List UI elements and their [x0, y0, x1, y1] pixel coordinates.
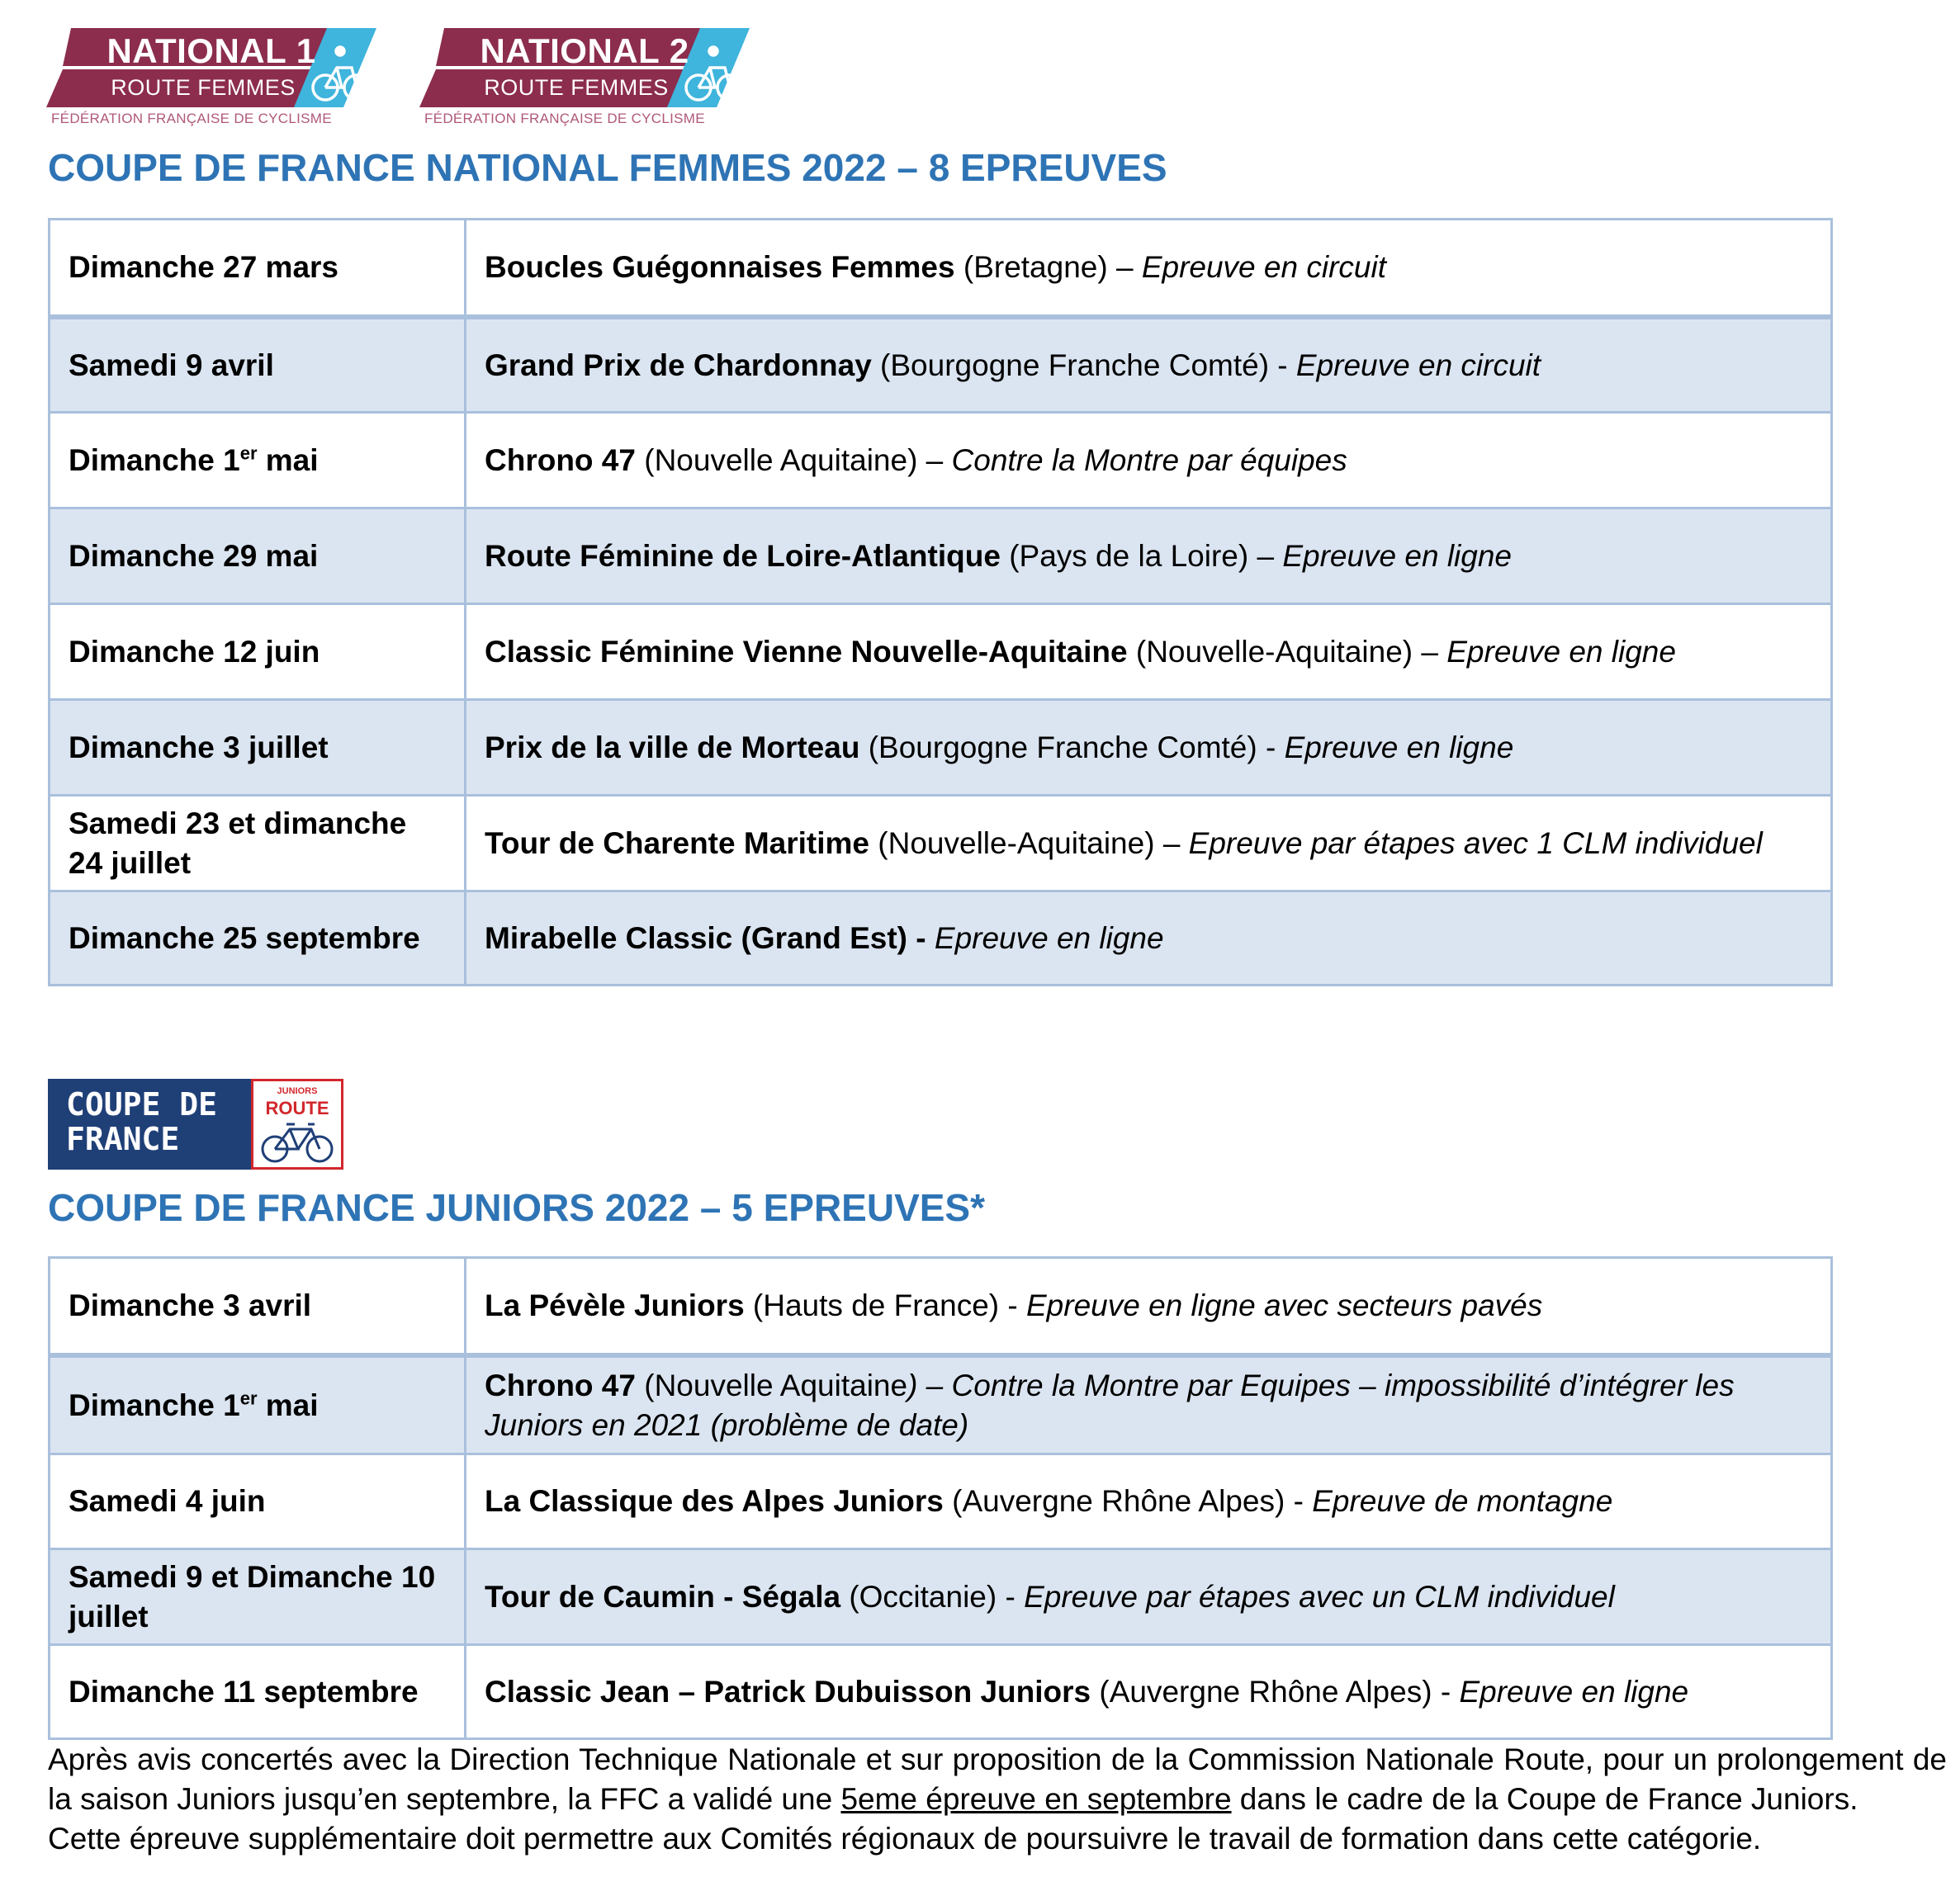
event-type: Epreuve en ligne — [934, 920, 1164, 955]
event-name: Grand Prix de Chardonnay — [485, 348, 872, 382]
national-1-logo — [46, 28, 393, 129]
table-row — [50, 1353, 1830, 1453]
event-date: Dimanche 3 juillet — [50, 701, 466, 794]
national-1-title: NATIONAL 1 — [107, 31, 316, 70]
table-row — [50, 220, 1830, 314]
event-name: Tour de Charente Maritime — [485, 825, 870, 860]
event-date: Dimanche 1er mai — [50, 1358, 466, 1453]
federation-label: FÉDÉRATION FRANÇAISE DE CYCLISME — [51, 111, 332, 126]
event-separator: - — [1277, 348, 1296, 382]
juniors-table — [48, 1256, 1833, 1740]
event-cell — [466, 1358, 1830, 1453]
event-region: (Nouvelle-Aquitaine) — [1127, 634, 1422, 669]
table-row — [50, 1548, 1830, 1643]
table-row — [50, 411, 1830, 507]
event-cell — [466, 220, 1830, 314]
event-region: (Nouvelle-Aquitaine) — [869, 825, 1163, 860]
event-cell — [466, 319, 1830, 411]
national-1-subtitle: ROUTE FEMMES — [111, 75, 296, 100]
event-name: Route Féminine de Loire-Atlantique — [485, 538, 1001, 573]
event-type: Epreuve en ligne avec secteurs pavés — [1026, 1288, 1543, 1322]
event-date: Samedi 23 et dimanche 24 juillet — [50, 797, 466, 890]
coupe-de-france-juniors-logo — [48, 1079, 343, 1170]
event-date: Samedi 9 avril — [50, 319, 466, 411]
event-region: (Pays de la Loire) — [1000, 538, 1257, 573]
coupe-de-france-text: COUPE DE FRANCE — [66, 1086, 218, 1157]
event-name: Tour de Caumin - Ségala — [485, 1579, 841, 1614]
juniors-footnote — [48, 1740, 1947, 1859]
event-separator: – — [1257, 538, 1283, 573]
event-cell — [466, 1455, 1830, 1548]
event-type: Epreuve en ligne — [1284, 730, 1514, 764]
footnote-paragraph-2: Cette épreuve supplémentaire doit permettre aux Comités régionaux de poursuivre le travail de formation dans cette catégorie. — [48, 1822, 1762, 1856]
event-cell — [466, 701, 1830, 794]
event-separator: - — [1265, 730, 1285, 764]
underlined-text: 5eme épreuve en septembre — [840, 1782, 1232, 1816]
bicycle-icon — [253, 1118, 341, 1167]
table-row — [50, 890, 1830, 984]
event-name: Chrono 47 — [485, 1368, 636, 1402]
table-row — [50, 314, 1830, 411]
event-type: Epreuve en ligne — [1446, 634, 1676, 669]
national-2-subtitle: ROUTE FEMMES — [484, 75, 669, 100]
national-2-logo — [419, 28, 766, 129]
event-date: Samedi 4 juin — [50, 1455, 466, 1548]
event-region: (Auvergne Rhône Alpes) — [943, 1484, 1294, 1518]
event-name: La Pévèle Juniors — [485, 1288, 745, 1322]
event-separator: - — [1293, 1484, 1313, 1518]
event-separator: – — [1115, 250, 1142, 284]
event-type: Epreuve par étapes avec 1 CLM individuel — [1188, 825, 1763, 860]
federation-label: FÉDÉRATION FRANÇAISE DE CYCLISME — [424, 111, 705, 126]
coupe-de-france-block — [48, 1079, 251, 1170]
route-label: ROUTE — [265, 1098, 329, 1118]
footnote-paragraph-1: Après avis concertés avec la Direction Technique Nationale et sur proposition de la Commission Nationale Route, pour un prolongement de la saison Juniors jusqu’en septembre, la FFC a validé une 5eme épreuve en septembre dans le cadre de la Coupe de France Juniors. — [48, 1742, 1947, 1816]
event-separator: – — [1421, 634, 1447, 669]
event-separator: – — [1162, 825, 1189, 860]
event-region: (Bourgogne Franche Comté) — [859, 730, 1266, 764]
event-name: Classic Féminine Vienne Nouvelle-Aquitaine — [485, 634, 1128, 669]
table-row — [50, 1259, 1830, 1353]
event-type: Epreuve en circuit — [1141, 250, 1386, 284]
event-name: Chrono 47 — [485, 442, 636, 477]
table-row — [50, 603, 1830, 698]
event-region: (Auvergne Rhône Alpes) — [1091, 1674, 1441, 1709]
event-date: Dimanche 1er mai — [50, 414, 466, 507]
event-type: Epreuve de montagne — [1312, 1484, 1613, 1518]
section-1-heading: COUPE DE FRANCE NATIONAL FEMMES 2022 – 8 EPREUVES — [48, 146, 1167, 189]
event-name: Classic Jean – Patrick Dubuisson Juniors — [485, 1674, 1091, 1709]
event-type: ) – Contre la Montre par Equipes – impossibilité d’intégrer les Juniors en 2021 (problème de date) — [485, 1368, 1735, 1442]
event-date: Dimanche 11 septembre — [50, 1646, 466, 1738]
event-name: La Classique des Alpes Juniors — [485, 1484, 944, 1518]
event-type: Epreuve en ligne — [1459, 1674, 1689, 1709]
event-region: (Bourgogne Franche Comté) — [871, 348, 1278, 382]
event-region: (Nouvelle Aquitaine — [635, 1368, 908, 1402]
event-date: Samedi 9 et Dimanche 10 juillet — [50, 1550, 466, 1643]
event-cell — [466, 1550, 1830, 1643]
table-row — [50, 794, 1830, 890]
event-cell — [466, 892, 1830, 984]
event-name: Mirabelle Classic (Grand Est) - — [485, 920, 926, 955]
event-date: Dimanche 3 avril — [50, 1259, 466, 1353]
event-region — [926, 921, 935, 955]
event-name: Boucles Guégonnaises Femmes — [485, 250, 955, 284]
event-region: (Hauts de France) — [744, 1288, 1008, 1322]
event-type: Epreuve en circuit — [1295, 348, 1541, 382]
event-cell — [466, 1646, 1830, 1738]
national-femmes-table — [48, 218, 1833, 986]
event-separator: - — [1007, 1288, 1026, 1322]
event-type: Contre la Montre par équipes — [951, 442, 1347, 477]
table-row — [50, 1453, 1830, 1548]
table-row — [50, 698, 1830, 794]
event-separator: - — [1005, 1579, 1025, 1614]
table-row — [50, 1643, 1830, 1738]
national-2-title: NATIONAL 2 — [480, 31, 689, 70]
event-cell — [466, 1259, 1830, 1353]
table-row — [50, 507, 1830, 603]
event-region: (Nouvelle Aquitaine) — [635, 442, 926, 477]
event-cell — [466, 605, 1830, 698]
event-cell — [466, 414, 1830, 507]
juniors-label: JUNIORS — [277, 1086, 318, 1096]
event-type: Epreuve en ligne — [1282, 538, 1513, 573]
event-separator: - — [1440, 1674, 1460, 1709]
juniors-route-badge — [251, 1079, 343, 1170]
event-cell — [466, 797, 1830, 890]
event-name: Prix de la ville de Morteau — [485, 730, 860, 764]
event-separator: – — [926, 442, 952, 477]
event-cell — [466, 509, 1830, 603]
event-date: Dimanche 25 septembre — [50, 892, 466, 984]
event-region: (Bretagne) — [954, 250, 1116, 284]
event-type: Epreuve par étapes avec un CLM individuel — [1024, 1579, 1615, 1614]
event-date: Dimanche 29 mai — [50, 509, 466, 603]
event-region: (Occitanie) — [840, 1579, 1006, 1614]
event-date: Dimanche 27 mars — [50, 220, 466, 314]
event-date: Dimanche 12 juin — [50, 605, 466, 698]
section-2-heading: COUPE DE FRANCE JUNIORS 2022 – 5 EPREUVES* — [48, 1186, 986, 1229]
